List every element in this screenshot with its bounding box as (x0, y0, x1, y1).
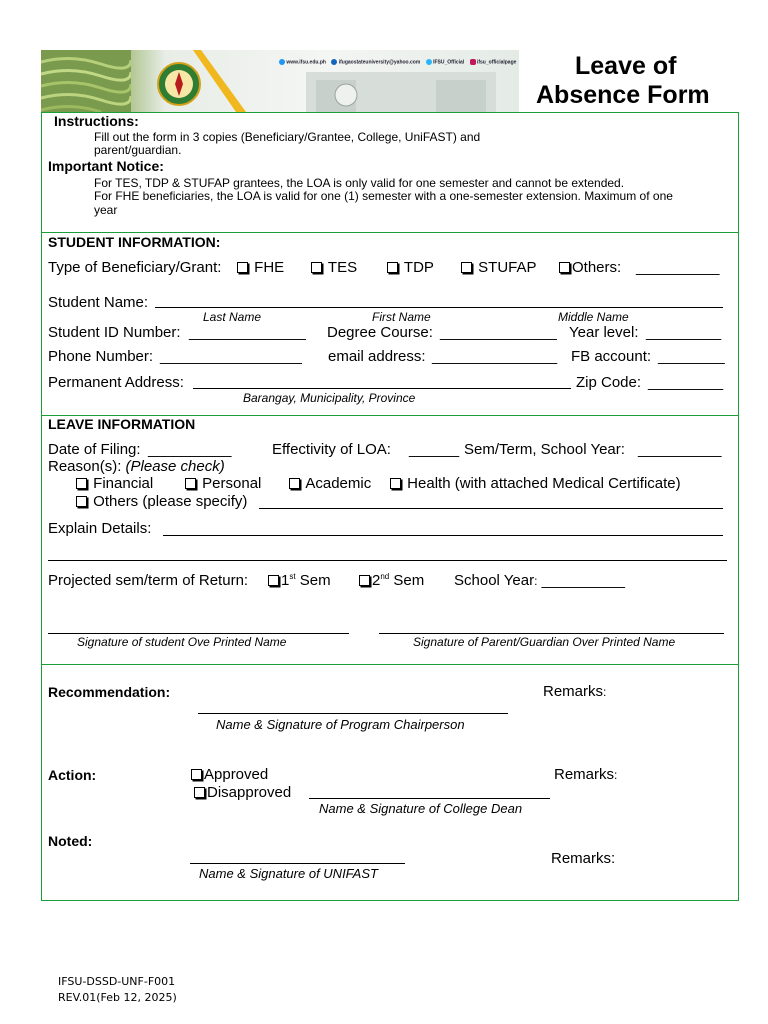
checkbox-icon (359, 575, 370, 586)
phone-label: Phone Number: (48, 348, 154, 365)
reasons-label (48, 458, 225, 475)
first-name-hint: First Name (372, 310, 431, 324)
effectivity-field[interactable]: ______ (409, 441, 460, 458)
chairperson-signature-line[interactable] (198, 713, 508, 714)
unifast-signature-caption: Name & Signature of UNIFAST (199, 866, 378, 881)
email-label: email address: (328, 348, 426, 365)
effectivity-label: Effectivity of LOA: (272, 441, 391, 458)
phone-field[interactable]: _________________ (160, 348, 302, 365)
first-sem-word: Sem (299, 572, 331, 589)
address-hint: Barangay, Municipality, Province (243, 391, 416, 405)
dean-signature-caption: Name & Signature of College Dean (319, 801, 523, 816)
last-name-hint: Last Name (203, 310, 262, 324)
year-level-label: Year level: (569, 324, 639, 341)
instructions-line1: Fill out the form in 3 copies (Beneficiary/Grantee, College, UniFAST) and (94, 130, 481, 144)
student-signature-caption: Signature of student Ove Printed Name (77, 635, 287, 649)
explain-label: Explain Details: (48, 520, 152, 537)
banner-link-twitter: IFSU_Official (433, 59, 465, 66)
checkbox-stufap[interactable] (461, 259, 537, 276)
reason-others-field[interactable] (259, 508, 723, 509)
checkbox-approved[interactable] (191, 766, 268, 783)
checkbox-icon (194, 787, 205, 798)
explain-field-line2[interactable] (48, 560, 727, 561)
checkbox-fhe[interactable] (237, 259, 284, 276)
student-name-label: Student Name: (48, 294, 149, 311)
checkbox-academic[interactable] (289, 475, 371, 492)
fb-account-label: FB account: (571, 348, 652, 365)
checkbox-icon (289, 478, 300, 489)
form-code: IFSU-DSSD-UNF-F001 (58, 975, 176, 988)
zip-code-label: Zip Code: (576, 374, 642, 391)
checkbox-icon (311, 262, 322, 273)
dean-signature-line[interactable] (309, 798, 550, 799)
unifast-signature-line[interactable] (190, 863, 405, 864)
first-sem-number: 1 (281, 572, 290, 589)
form-revision: REV.01(Feb 12, 2025) (58, 991, 177, 1004)
checkbox-tdp-label: TDP (403, 259, 434, 276)
banner-link-web: www.ifsu.edu.ph (286, 59, 326, 66)
checkbox-tes-label: TES (327, 259, 358, 276)
checkbox-stufap-label: STUFAP (478, 259, 537, 276)
first-sem-suffix: st (289, 572, 296, 581)
checkbox-icon (76, 478, 87, 489)
university-seal-logo (157, 62, 201, 106)
checkbox-health-label: Health (with attached Medical Certificate) (407, 475, 681, 492)
remarks-2-label (554, 766, 617, 783)
remarks-3-label: Remarks: (551, 850, 616, 867)
school-year-field[interactable]: __________ (541, 572, 626, 589)
reasons-label-text: Reason(s): (48, 458, 122, 475)
second-sem-word: Sem (393, 572, 425, 589)
banner-links (279, 59, 516, 65)
remarks-1-text: Remarks (543, 683, 604, 700)
email-field[interactable]: _______________ (432, 348, 558, 365)
action-label: Action: (48, 767, 97, 783)
checkbox-icon (237, 262, 248, 273)
checkbox-financial-label: Financial (93, 475, 154, 492)
student-id-field[interactable]: ______________ (189, 324, 306, 341)
address-field[interactable] (193, 388, 571, 389)
chairperson-signature-caption: Name & Signature of Program Chairperson (216, 717, 465, 732)
checkbox-icon (559, 262, 570, 273)
degree-course-field[interactable]: ______________ (440, 324, 557, 341)
checkbox-icon (461, 262, 472, 273)
reasons-hint: (Please check) (125, 458, 225, 475)
beneficiary-type-label: Type of Beneficiary/Grant: (48, 259, 222, 276)
student-info-heading: STUDENT INFORMATION: (48, 234, 221, 250)
instructions-line2: parent/guardian. (94, 143, 182, 157)
checkbox-financial[interactable] (76, 475, 153, 492)
checkbox-icon (185, 478, 196, 489)
form-title-line2: Absence Form (536, 81, 710, 109)
remarks-2-colon: : (614, 768, 618, 782)
checkbox-second-sem[interactable] (359, 572, 424, 589)
checkbox-reason-others-label: Others (please specify) (93, 493, 248, 510)
notice-line1: For TES, TDP & STUFAP grantees, the LOA is only valid for one semester and cannot be extended. (94, 176, 625, 190)
fb-account-field[interactable]: ________ (658, 348, 725, 365)
checkbox-fhe-label: FHE (254, 259, 285, 276)
checkbox-academic-label: Academic (305, 475, 372, 492)
school-year-colon: : (534, 574, 538, 588)
disapproved-label: Disapproved (207, 784, 292, 801)
school-year-label (454, 572, 625, 589)
checkbox-icon (268, 575, 279, 586)
student-signature-line[interactable] (48, 633, 349, 634)
banner-link-instagram: ifsu_officialpage (476, 59, 517, 66)
checkbox-personal-label: Personal (202, 475, 262, 492)
checkbox-others-label: Others: (572, 259, 622, 276)
recommendation-label: Recommendation: (48, 684, 171, 700)
student-name-field[interactable] (155, 307, 723, 308)
others-blank-field[interactable]: __________ (636, 259, 720, 276)
checkbox-personal[interactable] (185, 475, 261, 492)
degree-course-label: Degree Course: (327, 324, 433, 341)
leave-info-heading: LEAVE INFORMATION (48, 416, 196, 432)
zip-code-field[interactable]: _________ (648, 374, 724, 391)
banner-link-email: ifugaostateuniversity@yahoo.com (338, 59, 421, 66)
checkbox-icon (390, 478, 401, 489)
school-year-text: School Year (454, 572, 535, 589)
checkbox-health[interactable] (390, 475, 681, 492)
address-label: Permanent Address: (48, 374, 184, 391)
student-id-label: Student ID Number: (48, 324, 181, 341)
form-title-line1: Leave of (575, 52, 677, 80)
checkbox-icon (387, 262, 398, 273)
approved-label: Approved (204, 766, 269, 783)
second-sem-number: 2 (372, 572, 381, 589)
date-filing-label: Date of Filing: (48, 441, 141, 458)
sem-term-field[interactable]: __________ (638, 441, 722, 458)
notice-line2: For FHE beneficiaries, the LOA is valid for one (1) semester with a one-semester extension. Maximum of one (94, 189, 673, 203)
remarks-2-text: Remarks (554, 766, 615, 783)
checkbox-tes[interactable] (311, 259, 357, 276)
checkbox-icon (76, 496, 87, 507)
remarks-1-colon: : (603, 685, 607, 699)
date-filing-field[interactable]: __________ (148, 441, 232, 458)
parent-signature-caption: Signature of Parent/Guardian Over Printed Name (413, 635, 676, 649)
checkbox-reason-others[interactable] (76, 493, 247, 510)
checkbox-tdp[interactable] (387, 259, 434, 276)
notice-line3: year (94, 203, 118, 217)
instructions-heading: Instructions: (54, 113, 139, 129)
remarks-1-label (543, 683, 606, 700)
sem-term-label: Sem/Term, School Year: (464, 441, 625, 458)
noted-label: Noted: (48, 833, 93, 849)
return-label: Projected sem/term of Return: (48, 572, 249, 589)
important-notice-heading: Important Notice: (48, 158, 164, 174)
checkbox-others[interactable] (559, 259, 621, 276)
rice-terraces-image (41, 50, 131, 112)
checkbox-first-sem[interactable] (268, 572, 331, 589)
explain-field-line1[interactable] (163, 535, 723, 536)
checkbox-icon (191, 769, 202, 780)
year-level-field[interactable]: _________ (646, 324, 722, 341)
parent-signature-line[interactable] (379, 633, 724, 634)
middle-name-hint: Middle Name (558, 310, 629, 324)
second-sem-suffix: nd (380, 572, 390, 581)
checkbox-disapproved[interactable] (194, 784, 291, 801)
header-banner (41, 50, 519, 112)
